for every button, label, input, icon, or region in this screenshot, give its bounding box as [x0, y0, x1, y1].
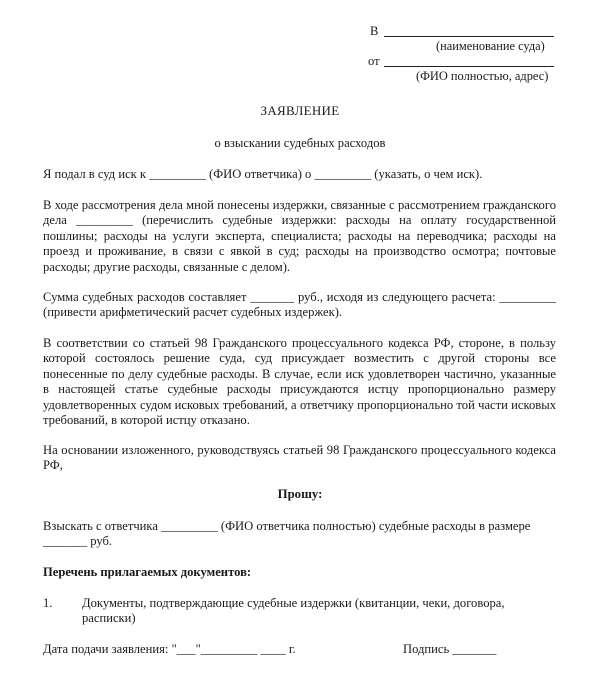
attachment-number: 1.: [43, 596, 53, 610]
court-name-line: [384, 36, 554, 37]
paragraph-basis: На основании изложенного, руководствуясь статьей 98 Гражданского процессуального кодекса РФ,: [43, 443, 556, 473]
attachment-text: Документы, подтверждающие судебные издержки (квитанции, чеки, договора, расписки): [82, 596, 505, 626]
request-text: Взыскать с ответчика _________ (ФИО ответчика полностью) судебные расходы в размере _______ руб.: [43, 519, 531, 549]
court-name-hint: (наименование суда): [436, 39, 545, 53]
applicant-hint: (ФИО полностью, адрес): [416, 69, 549, 83]
to-prefix: В: [370, 24, 379, 38]
attachments-heading: Перечень прилагаемых документов:: [43, 565, 252, 579]
signature-field: Подпись _______: [403, 642, 497, 656]
paragraph-law: В соответствии со статьей 98 Гражданского процессуального кодекса РФ, стороне, в пользу которой состоялось решение суда, суд присуждает возместить с другой стороны все понесенные по делу судебные расходы. В случае, если иск удовлетворен частично, указанные в настоящей статье судебные расходы присуждаются истцу пропорционально размеру удовлетворенных судом исковых требований, а ответчику пропорционально той части исковых требований, в которой истцу отказано.: [43, 336, 556, 428]
paragraph-expenses: В ходе рассмотрения дела мной понесены издержки, связанные с рассмотрением гражданского дела _________ (перечислить судебные издержки: расходы на оплату государственной пошлины; расходы на услуги эксперта, специалиста; расходы на переводчика; расходы на проезд и проживание, в связи с явкой в суд; расходы на производство осмотра; почтовые расходы; другие расходы, связанные с делом).: [43, 198, 556, 274]
paragraph-claim: Я подал в суд иск к _________ (ФИО ответчика) о _________ (указать, о чем иск).: [43, 167, 483, 181]
applicant-line: [384, 66, 554, 67]
from-prefix: от: [368, 54, 380, 68]
document-title: ЗАЯВЛЕНИЕ: [260, 103, 340, 118]
filing-date-field: Дата подачи заявления: "___"_________ ____ г.: [43, 642, 296, 656]
request-heading: Прошу:: [277, 487, 323, 501]
document-subtitle: о взыскании судебных расходов: [214, 136, 386, 150]
paragraph-sum: Сумма судебных расходов составляет _______ руб., исходя из следующего расчета: _________ (привести арифметический расчет судебных издержек).: [43, 290, 556, 320]
